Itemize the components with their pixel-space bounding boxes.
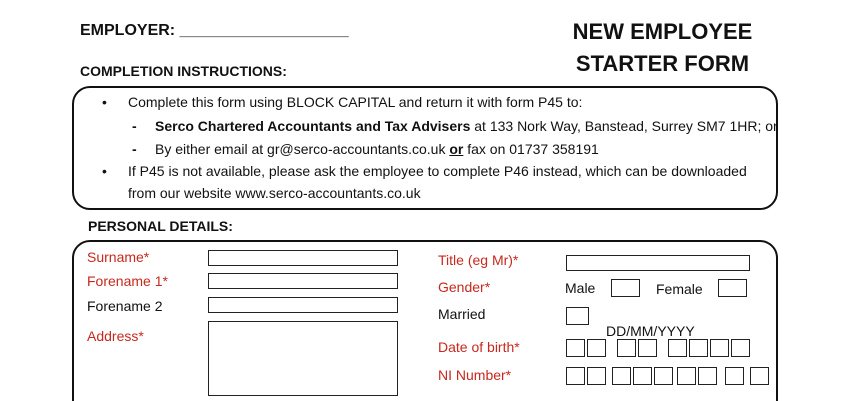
forename1-input[interactable] [208,273,398,289]
address-input[interactable] [208,321,398,396]
instruction-line-5: from our website www.serco-accountants.co.uk [128,185,421,201]
ni-digit-9[interactable] [750,367,769,385]
forename2-input[interactable] [208,297,398,313]
married-checkbox[interactable] [566,307,589,325]
dob-year-2[interactable] [689,339,708,357]
title-input[interactable] [566,255,750,271]
form-title-line1: NEW EMPLOYEE [572,19,753,44]
instruction-line-3 [155,141,599,157]
ni-digit-2[interactable] [587,367,606,385]
fax-text: fax on 01737 358191 [463,141,599,157]
ni-digit-1[interactable] [566,367,585,385]
ni-digit-3[interactable] [612,367,631,385]
forename2-label: Forename 2 [87,298,163,314]
male-label: Male [565,280,596,296]
dob-day-1[interactable] [566,339,585,357]
married-label: Married [438,306,486,322]
address-label: Address* [87,328,144,344]
title-label: Title (eg Mr)* [438,252,519,268]
surname-input[interactable] [208,250,398,266]
instruction-line-4: If P45 is not available, please ask the employee to complete P46 instead, which can be downloaded [128,163,747,179]
ni-digit-7[interactable] [698,367,717,385]
instruction-line-1: Complete this form using BLOCK CAPITAL and return it with form P45 to: [128,94,583,110]
form-title [560,16,765,80]
dob-format-hint: DD/MM/YYYY [606,323,695,339]
dob-month-1[interactable] [617,339,636,357]
dash-icon: - [132,118,137,134]
personal-details-heading: PERSONAL DETAILS: [88,218,233,234]
dob-year-3[interactable] [710,339,729,357]
bullet-icon: • [102,163,107,179]
female-label: Female [656,281,703,297]
ni-digit-6[interactable] [677,367,696,385]
bullet-icon: • [102,94,107,110]
male-checkbox[interactable] [611,279,640,297]
ni-label: NI Number* [438,367,512,383]
dob-year-4[interactable] [731,339,750,357]
surname-label: Surname* [87,249,150,265]
dob-month-2[interactable] [638,339,657,357]
dob-day-2[interactable] [587,339,606,357]
ni-digit-5[interactable] [654,367,673,385]
dash-icon: - [132,141,137,157]
accountant-address: at 133 Nork Way, Banstead, Surrey SM7 1HR; or [470,118,778,134]
ni-digit-8[interactable] [725,367,744,385]
accountant-name: Serco Chartered Accountants and Tax Advisers [155,118,471,134]
employer-field-label: EMPLOYER: ___________________ [80,22,349,39]
email-text: By either email at gr@serco-accountants.co.uk [155,141,450,157]
instructions-heading: COMPLETION INSTRUCTIONS: [80,63,287,79]
female-checkbox[interactable] [718,279,747,297]
instruction-line-2 [155,118,778,134]
dob-label: Date of birth* [438,339,520,355]
dob-year-1[interactable] [668,339,687,357]
forename1-label: Forename 1* [87,273,168,289]
ni-digit-4[interactable] [633,367,652,385]
form-title-line2: STARTER FORM [575,51,750,76]
or-text: or [449,141,464,157]
gender-label: Gender* [438,279,491,295]
